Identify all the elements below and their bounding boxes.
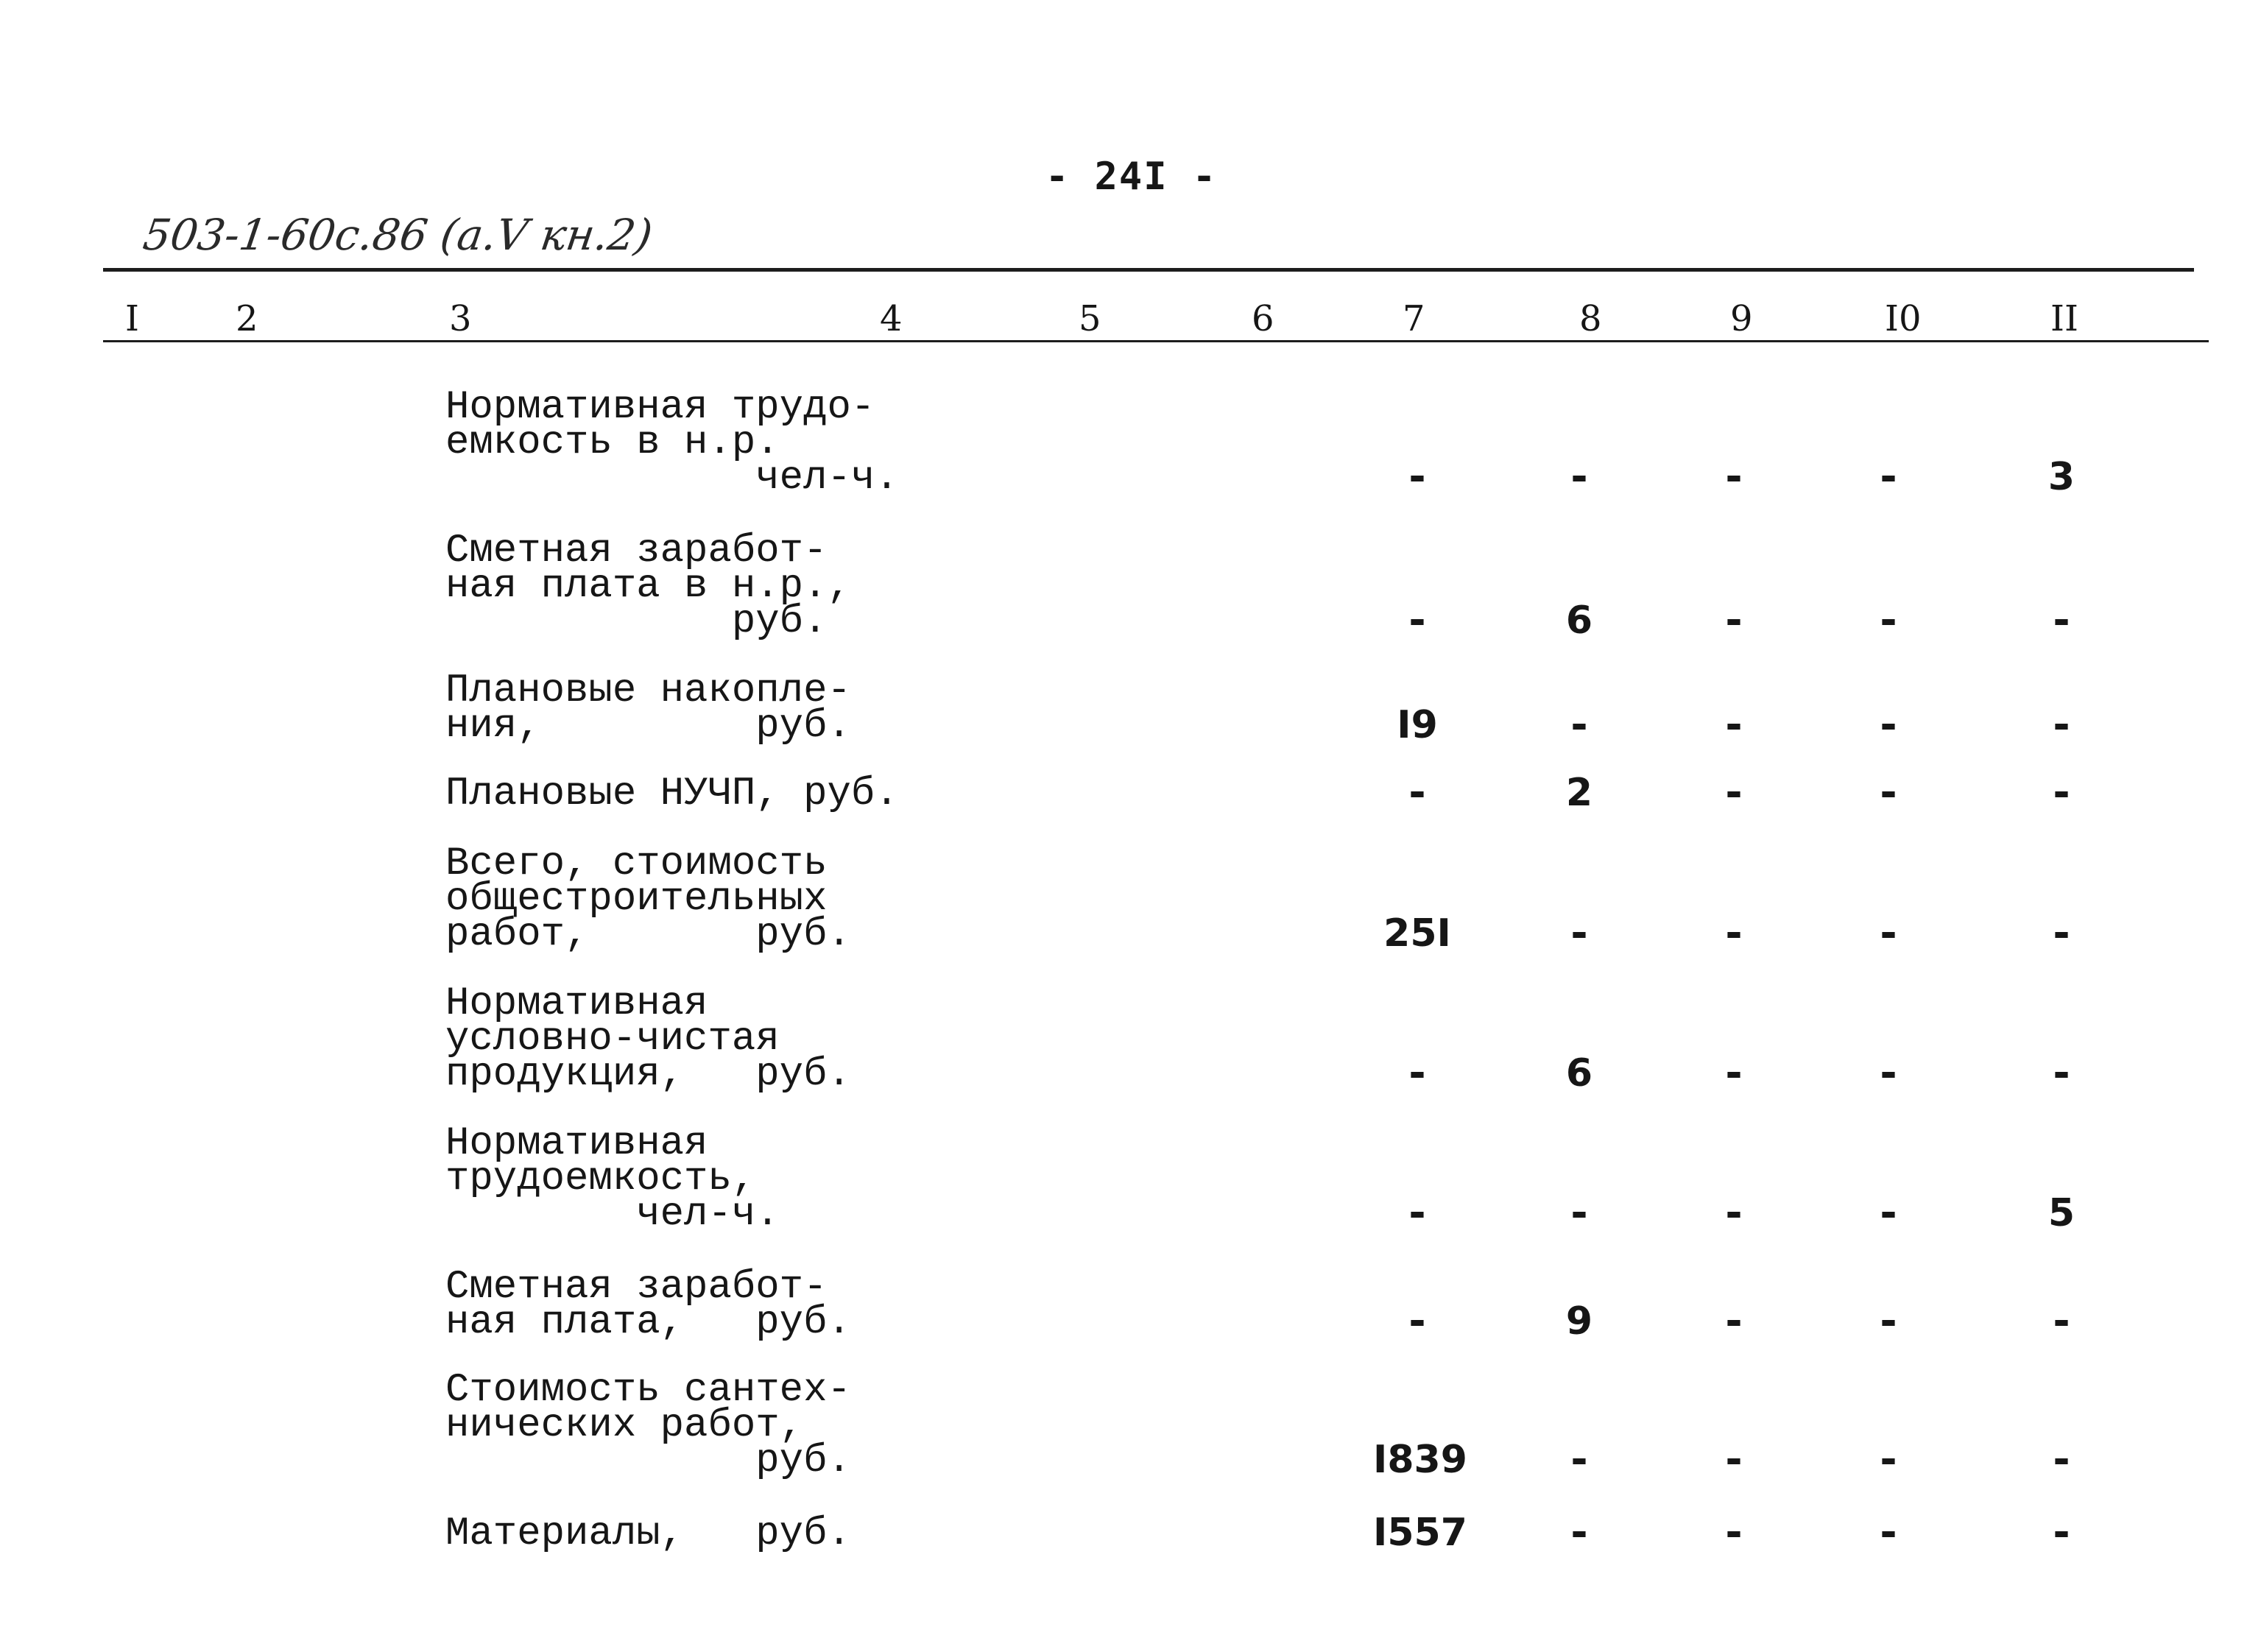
cell-col-8: - xyxy=(1570,453,1588,501)
cell-col-9: - xyxy=(1725,1049,1743,1097)
column-number-3: 3 xyxy=(449,298,472,339)
cell-col-9: - xyxy=(1725,1508,1743,1556)
row-label-line: руб. xyxy=(445,599,828,644)
header-rule xyxy=(103,340,2209,342)
row-label-line: Всего, стоимость xyxy=(445,841,828,886)
row-label-line: Нормативная xyxy=(445,981,708,1026)
column-number-7: 7 xyxy=(1403,298,1425,339)
cell-col-9: - xyxy=(1725,453,1743,501)
cell-col-7: 25I xyxy=(1383,911,1451,956)
row-label-line: условно-чистая xyxy=(445,1017,780,1062)
row-label-line: ная плата, руб. xyxy=(445,1300,851,1345)
row-label-line: чел-ч. xyxy=(445,1192,780,1237)
cell-col-9: - xyxy=(1725,596,1743,644)
cell-col-8: - xyxy=(1570,909,1588,957)
column-number-4: 4 xyxy=(880,298,903,339)
row-label-line: продукция, руб. xyxy=(445,1052,851,1097)
row-label-line: емкость в н.р. xyxy=(445,420,780,465)
cell-col-7: I557 xyxy=(1373,1511,1467,1555)
cell-col-11: - xyxy=(2053,1049,2070,1097)
row-label-line: Нормативная xyxy=(445,1121,708,1166)
cell-col-8: 9 xyxy=(1565,1299,1593,1344)
cell-col-7: I9 xyxy=(1397,703,1438,747)
cell-col-8: - xyxy=(1570,701,1588,749)
cell-col-7: - xyxy=(1408,769,1426,816)
document-code: 503-1-60с.86 (а.V кн.2) xyxy=(140,210,656,260)
cell-col-9: - xyxy=(1725,909,1743,957)
cell-col-10: - xyxy=(1880,1189,1897,1237)
cell-col-7: - xyxy=(1408,1189,1426,1237)
cell-col-7: - xyxy=(1408,596,1426,644)
row-label-line: Материалы, руб. xyxy=(445,1511,851,1556)
cell-col-10: - xyxy=(1880,1049,1897,1097)
cell-col-11: 5 xyxy=(2047,1191,2075,1235)
row-label-line: трудоемкость, xyxy=(445,1157,756,1201)
column-number-5: 5 xyxy=(1079,298,1101,339)
page-number: - 24I - xyxy=(1045,155,1218,199)
cell-col-9: - xyxy=(1725,769,1743,816)
cell-col-8: - xyxy=(1570,1189,1588,1237)
row-label-line: руб. xyxy=(445,1439,851,1483)
cell-col-10: - xyxy=(1880,596,1897,644)
row-label-line: Нормативная трудо- xyxy=(445,385,875,430)
cell-col-10: - xyxy=(1880,701,1897,749)
cell-col-9: - xyxy=(1725,1189,1743,1237)
cell-col-11: - xyxy=(2053,769,2070,816)
column-number-8: 8 xyxy=(1579,298,1602,339)
column-number-2: 2 xyxy=(236,298,258,339)
row-label-line: Стоимость сантех- xyxy=(445,1368,851,1413)
cell-col-8: 6 xyxy=(1565,599,1593,643)
row-label-line: Плановые НУЧП, руб. xyxy=(445,772,899,816)
cell-col-10: - xyxy=(1880,453,1897,501)
column-number-10: I0 xyxy=(1885,298,1922,339)
cell-col-7: I839 xyxy=(1373,1438,1467,1482)
cell-col-11: 3 xyxy=(2047,455,2075,499)
row-label-line: работ, руб. xyxy=(445,912,851,957)
column-number-6: 6 xyxy=(1252,298,1274,339)
column-number-9: 9 xyxy=(1730,298,1753,339)
cell-col-10: - xyxy=(1880,909,1897,957)
cell-col-8: 6 xyxy=(1565,1051,1593,1095)
cell-col-11: - xyxy=(2053,701,2070,749)
row-label-line: нических работ, xyxy=(445,1403,804,1448)
row-label-line: чел-ч. xyxy=(445,456,899,501)
row-label-line: ная плата в н.р., xyxy=(445,564,851,609)
cell-col-11: - xyxy=(2053,1508,2070,1556)
cell-col-8: - xyxy=(1570,1508,1588,1556)
column-number-1: I xyxy=(125,298,139,339)
row-label-line: общестроительных xyxy=(445,877,828,922)
cell-col-7: - xyxy=(1408,1049,1426,1097)
cell-col-10: - xyxy=(1880,1508,1897,1556)
cell-col-11: - xyxy=(2053,909,2070,957)
row-label-line: Сметная заработ- xyxy=(445,1265,828,1310)
cell-col-7: - xyxy=(1408,1297,1426,1345)
cell-col-11: - xyxy=(2053,1297,2070,1345)
cell-col-8: - xyxy=(1570,1436,1588,1483)
cell-col-9: - xyxy=(1725,1297,1743,1345)
cell-col-10: - xyxy=(1880,1436,1897,1483)
cell-col-9: - xyxy=(1725,701,1743,749)
top-rule xyxy=(103,268,2194,272)
row-label-line: ния, руб. xyxy=(445,704,851,749)
cell-col-9: - xyxy=(1725,1436,1743,1483)
cell-col-8: 2 xyxy=(1565,771,1593,815)
row-label-line: Плановые накопле- xyxy=(445,668,851,713)
cell-col-10: - xyxy=(1880,769,1897,816)
cell-col-10: - xyxy=(1880,1297,1897,1345)
row-label-line: Сметная заработ- xyxy=(445,529,828,573)
cell-col-11: - xyxy=(2053,1436,2070,1483)
cell-col-7: - xyxy=(1408,453,1426,501)
cell-col-11: - xyxy=(2053,596,2070,644)
column-number-11: II xyxy=(2050,298,2078,339)
